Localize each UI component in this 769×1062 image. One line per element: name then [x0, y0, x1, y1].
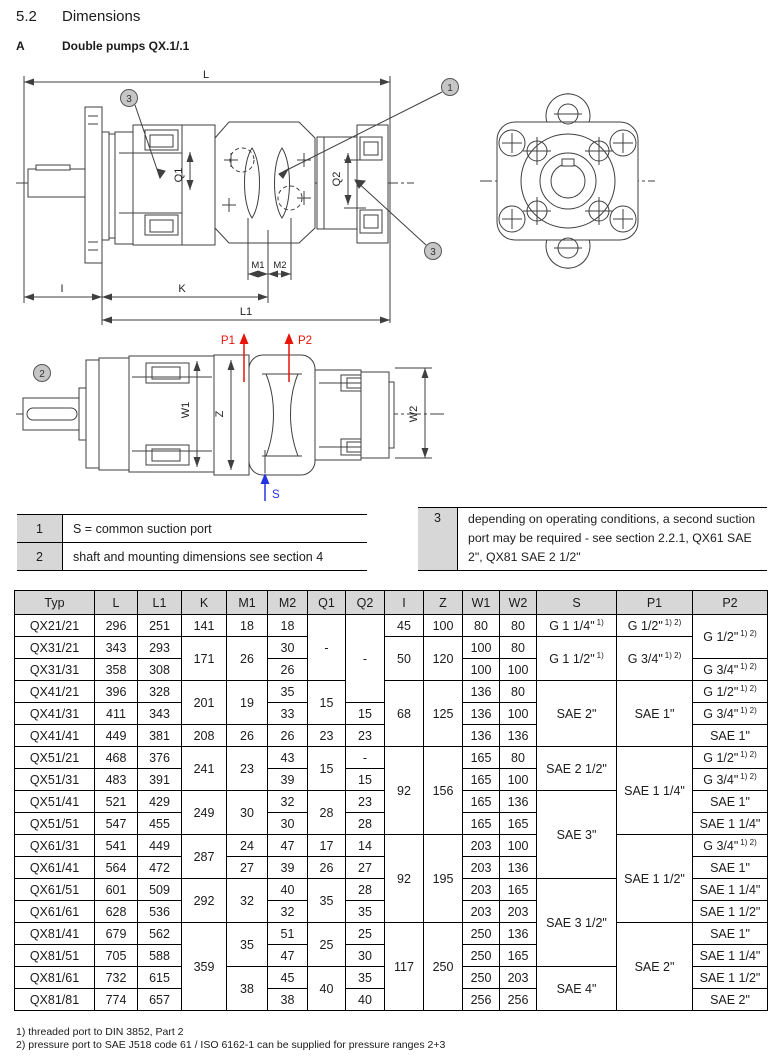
note-number: 1 [17, 515, 63, 542]
value-cell: 47 [268, 835, 308, 857]
callout-3-label: 3 [126, 94, 132, 105]
value-cell: 120 [424, 637, 463, 681]
column-header: M1 [227, 591, 268, 615]
value-cell: G 3/4" $^{1) 2)}$ [693, 703, 768, 725]
value-cell: SAE 1" [693, 923, 768, 945]
value-cell: 165 [500, 879, 537, 901]
subsection-title: Double pumps QX.1/.1 [62, 39, 190, 53]
column-header: W1 [463, 591, 500, 615]
value-cell: 308 [138, 659, 182, 681]
dim-label-Q1: Q1 [173, 167, 185, 183]
value-cell: SAE 3" [537, 791, 617, 879]
dim-label-Q2: Q2 [331, 171, 343, 187]
value-cell: 32 [268, 791, 308, 813]
value-cell: 32 [227, 879, 268, 923]
value-cell: SAE 1 1/4" [617, 747, 693, 835]
footnote-1: 1) threaded port to DIN 3852, Part 2 [16, 1026, 184, 1038]
value-cell: 25 [346, 923, 385, 945]
table-header-row [15, 591, 768, 615]
value-cell: 564 [95, 857, 138, 879]
typ-cell: QX61/61 [15, 901, 95, 923]
subsection-letter: A [16, 39, 25, 53]
table-row [15, 615, 768, 637]
value-cell: 25 [308, 923, 346, 967]
value-cell: 18 [268, 615, 308, 637]
value-cell: 588 [138, 945, 182, 967]
dim-label-W1: W1 [180, 401, 192, 419]
value-cell: 100 [463, 659, 500, 681]
value-cell: 27 [346, 857, 385, 879]
value-cell: 27 [227, 857, 268, 879]
column-header: L1 [138, 591, 182, 615]
value-cell: 23 [346, 725, 385, 747]
column-header: M2 [268, 591, 308, 615]
typ-cell: QX31/21 [15, 637, 95, 659]
value-cell: 203 [500, 967, 537, 989]
value-cell: 483 [95, 769, 138, 791]
value-cell: 472 [138, 857, 182, 879]
callout-3-label: 3 [430, 247, 436, 258]
value-cell: 100 [500, 703, 537, 725]
value-cell: 679 [95, 923, 138, 945]
typ-cell: QX51/31 [15, 769, 95, 791]
value-cell: 521 [95, 791, 138, 813]
value-cell: 241 [182, 747, 227, 791]
pump-side-view-drawing [14, 68, 769, 330]
column-header: S [537, 591, 617, 615]
note-row-2 [17, 543, 367, 571]
value-cell: 547 [95, 813, 138, 835]
value-cell: 35 [268, 681, 308, 703]
value-cell: 30 [268, 813, 308, 835]
value-cell: G 3/4" $^{1) 2)}$ [693, 835, 768, 857]
value-cell: 28 [346, 879, 385, 901]
value-cell: 117 [385, 923, 424, 1011]
value-cell: SAE 2 1/2" [537, 747, 617, 791]
value-cell: 250 [424, 923, 463, 1011]
value-cell: 14 [346, 835, 385, 857]
suction-port [261, 473, 270, 501]
callout-2-label: 2 [39, 369, 45, 380]
table-row [15, 747, 768, 769]
value-cell: 35 [308, 879, 346, 923]
footnote-2: 2) pressure port to SAE J518 code 61 / ISO 6162-1 can be supplied for pressure ranges 2+3 [16, 1039, 446, 1051]
mounting-flange [86, 360, 99, 468]
value-cell: 165 [500, 813, 537, 835]
value-cell: 39 [268, 769, 308, 791]
value-cell: 100 [500, 659, 537, 681]
callout-1-label: 1 [447, 83, 453, 94]
typ-cell: QX61/41 [15, 857, 95, 879]
value-cell: G 3/4" $^{1) 2)}$ [693, 659, 768, 681]
value-cell: 35 [227, 923, 268, 967]
value-cell: G 1 1/4" $^{1)}$ [537, 615, 617, 637]
value-cell: G 3/4" $^{1) 2)}$ [693, 769, 768, 791]
table-row [15, 681, 768, 703]
value-cell: 19 [227, 681, 268, 725]
typ-cell: QX21/21 [15, 615, 95, 637]
pump-body-1 [99, 358, 129, 470]
value-cell: 429 [138, 791, 182, 813]
value-cell: 250 [463, 967, 500, 989]
typ-cell: QX51/51 [15, 813, 95, 835]
value-cell: 251 [138, 615, 182, 637]
column-header: I [385, 591, 424, 615]
value-cell: 26 [227, 637, 268, 681]
value-cell: SAE 1 1/2" [693, 967, 768, 989]
value-cell: 203 [463, 835, 500, 857]
value-cell: 35 [346, 901, 385, 923]
p1-arrow [240, 333, 249, 344]
value-cell: 80 [500, 747, 537, 769]
page-title: Dimensions [62, 8, 141, 25]
value-cell: 141 [182, 615, 227, 637]
dim-label-Z: Z [214, 410, 226, 418]
value-cell: 28 [346, 813, 385, 835]
value-cell: SAE 1" [617, 681, 693, 747]
note-number: 3 [418, 508, 458, 570]
notes-table-left [17, 514, 367, 571]
typ-cell: QX31/31 [15, 659, 95, 681]
value-cell: 18 [227, 615, 268, 637]
value-cell: 165 [463, 813, 500, 835]
value-cell: 165 [463, 769, 500, 791]
value-cell: 536 [138, 901, 182, 923]
value-cell: 509 [138, 879, 182, 901]
value-cell: 33 [268, 703, 308, 725]
value-cell: 203 [500, 901, 537, 923]
keyway [562, 159, 574, 166]
value-cell: G 1/2" $^{1) 2)}$ [693, 615, 768, 659]
value-cell: 615 [138, 967, 182, 989]
value-cell: 391 [138, 769, 182, 791]
value-cell: G 1/2" $^{1) 2)}$ [693, 681, 768, 703]
column-header: Typ [15, 591, 95, 615]
value-cell: SAE 2" [537, 681, 617, 747]
value-cell: 38 [227, 967, 268, 1011]
column-header: P2 [693, 591, 768, 615]
value-cell: 26 [268, 725, 308, 747]
value-cell: 203 [463, 879, 500, 901]
value-cell: 26 [227, 725, 268, 747]
dim-label-M2: M2 [273, 260, 287, 271]
end-cover [361, 372, 389, 458]
dim-label-L1: L1 [239, 306, 253, 318]
value-cell: 208 [182, 725, 227, 747]
pump-body-1 [115, 132, 133, 244]
dim-label-K: K [178, 283, 186, 295]
column-header: Q1 [308, 591, 346, 615]
mounting-flange [85, 107, 102, 263]
column-header: Q2 [346, 591, 385, 615]
value-cell: 136 [463, 703, 500, 725]
shaft-slot [27, 408, 77, 420]
note-row-1 [17, 515, 367, 543]
value-cell: 136 [463, 681, 500, 703]
value-cell: SAE 2" [617, 923, 693, 1011]
value-cell: 358 [95, 659, 138, 681]
value-cell: 249 [182, 791, 227, 835]
value-cell: SAE 2" [693, 989, 768, 1011]
value-cell: 30 [227, 791, 268, 835]
value-cell: 50 [385, 637, 424, 681]
value-cell: 40 [308, 967, 346, 1011]
value-cell: 80 [500, 681, 537, 703]
value-cell: 628 [95, 901, 138, 923]
value-cell: 657 [138, 989, 182, 1011]
value-cell: - [346, 615, 385, 703]
value-cell: 80 [500, 615, 537, 637]
dim-label-W2: W2 [408, 405, 420, 423]
p2-arrow [285, 333, 294, 344]
typ-cell: QX81/41 [15, 923, 95, 945]
section-number: 5.2 [16, 8, 37, 25]
port-label-P2: P2 [298, 335, 313, 347]
value-cell: 705 [95, 945, 138, 967]
value-cell: G 1 1/2" $^{1)}$ [537, 637, 617, 681]
value-cell: 296 [95, 615, 138, 637]
typ-cell: QX41/21 [15, 681, 95, 703]
value-cell: 32 [268, 901, 308, 923]
value-cell: - [346, 747, 385, 769]
value-cell: SAE 1 1/4" [693, 879, 768, 901]
value-cell: 293 [138, 637, 182, 659]
value-cell: 35 [346, 967, 385, 989]
value-cell: 43 [268, 747, 308, 769]
value-cell: 256 [463, 989, 500, 1011]
port-label-P1: P1 [220, 335, 235, 347]
value-cell: 165 [463, 747, 500, 769]
rotor-housing [215, 122, 315, 243]
value-cell: 26 [308, 857, 346, 879]
dim-label-L: L [202, 69, 210, 81]
value-cell: 455 [138, 813, 182, 835]
dimensions-table [14, 590, 768, 1011]
port-label-S: S [272, 489, 280, 501]
value-cell: 24 [227, 835, 268, 857]
note-text: shaft and mounting dimensions see section 4 [73, 549, 324, 564]
value-cell: 449 [95, 725, 138, 747]
value-cell: 562 [138, 923, 182, 945]
flange-pilot-circle [521, 134, 615, 228]
value-cell: 203 [463, 901, 500, 923]
value-cell: 256 [500, 989, 537, 1011]
value-cell: 136 [500, 857, 537, 879]
value-cell: 45 [268, 967, 308, 989]
value-cell: 343 [138, 703, 182, 725]
value-cell: 26 [268, 659, 308, 681]
pump-front-view [480, 93, 655, 269]
note-text: S = common suction port [73, 521, 212, 536]
table-row [15, 835, 768, 857]
value-cell: 732 [95, 967, 138, 989]
table-row [15, 923, 768, 945]
value-cell: 15 [308, 681, 346, 725]
typ-cell: QX51/21 [15, 747, 95, 769]
value-cell: 23 [308, 725, 346, 747]
shaft-key [36, 165, 70, 170]
note-number: 2 [17, 543, 63, 570]
typ-cell: QX81/61 [15, 967, 95, 989]
value-cell: 165 [500, 945, 537, 967]
typ-cell: QX51/41 [15, 791, 95, 813]
value-cell: 203 [463, 857, 500, 879]
table-body [15, 615, 768, 1011]
value-cell: 774 [95, 989, 138, 1011]
value-cell: 396 [95, 681, 138, 703]
value-cell: 30 [346, 945, 385, 967]
callout-1 [442, 79, 459, 96]
typ-cell: QX81/51 [15, 945, 95, 967]
value-cell: SAE 1 1/4" [693, 945, 768, 967]
column-header: P1 [617, 591, 693, 615]
value-cell: 80 [500, 637, 537, 659]
value-cell: SAE 3 1/2" [537, 879, 617, 967]
value-cell: 100 [463, 637, 500, 659]
value-cell: 100 [500, 769, 537, 791]
value-cell: 541 [95, 835, 138, 857]
value-cell: 292 [182, 879, 227, 923]
value-cell: 68 [385, 681, 424, 747]
value-cell: 250 [463, 945, 500, 967]
value-cell: 15 [346, 769, 385, 791]
value-cell: 47 [268, 945, 308, 967]
value-cell: SAE 1 1/4" [693, 813, 768, 835]
typ-cell: QX61/51 [15, 879, 95, 901]
callout-3-bottom [425, 243, 442, 260]
value-cell: 601 [95, 879, 138, 901]
value-cell: 156 [424, 747, 463, 835]
typ-cell: QX41/31 [15, 703, 95, 725]
value-cell: SAE 1 1/2" [693, 901, 768, 923]
value-cell: 136 [463, 725, 500, 747]
pump-top-view-drawing [14, 330, 769, 510]
value-cell: 40 [346, 989, 385, 1011]
value-cell: G 1/2" $^{1) 2)}$ [617, 615, 693, 637]
table-row [15, 637, 768, 659]
value-cell: 195 [424, 835, 463, 923]
value-cell: 411 [95, 703, 138, 725]
value-cell: 17 [308, 835, 346, 857]
value-cell: 287 [182, 835, 227, 879]
value-cell: - [308, 615, 346, 681]
column-header: L [95, 591, 138, 615]
typ-cell: QX61/31 [15, 835, 95, 857]
typ-cell: QX41/41 [15, 725, 95, 747]
value-cell: 38 [268, 989, 308, 1011]
value-cell: SAE 1" [693, 725, 768, 747]
value-cell: 39 [268, 857, 308, 879]
value-cell: 449 [138, 835, 182, 857]
callout-2 [34, 365, 51, 382]
rotor-housing [249, 355, 315, 475]
value-cell: 15 [346, 703, 385, 725]
value-cell: 381 [138, 725, 182, 747]
value-cell: 30 [268, 637, 308, 659]
value-cell: 23 [227, 747, 268, 791]
value-cell: 136 [500, 725, 537, 747]
value-cell: SAE 1" [693, 791, 768, 813]
column-header: W2 [500, 591, 537, 615]
value-cell: 100 [500, 835, 537, 857]
value-cell: 40 [268, 879, 308, 901]
value-cell: 51 [268, 923, 308, 945]
dim-label-M1: M1 [251, 260, 265, 271]
column-header: Z [424, 591, 463, 615]
value-cell: 343 [95, 637, 138, 659]
value-cell: 136 [500, 923, 537, 945]
value-cell: 165 [463, 791, 500, 813]
value-cell: SAE 4" [537, 967, 617, 1011]
value-cell: 23 [346, 791, 385, 813]
value-cell: 80 [463, 615, 500, 637]
note-text: depending on operating conditions, a second suction port may be required - see section 2.2.1, QX61 SAE 2", QX81 SAE 2 1/2" [468, 512, 756, 564]
value-cell: 28 [308, 791, 346, 835]
value-cell: 136 [500, 791, 537, 813]
value-cell: 468 [95, 747, 138, 769]
value-cell: 100 [424, 615, 463, 637]
value-cell: 125 [424, 681, 463, 747]
value-cell: 376 [138, 747, 182, 769]
value-cell: 359 [182, 923, 227, 1011]
value-cell: SAE 1" [693, 857, 768, 879]
dim-label-I: I [60, 283, 64, 295]
bearing-block [182, 125, 215, 245]
value-cell: 328 [138, 681, 182, 703]
typ-cell: QX81/81 [15, 989, 95, 1011]
value-cell: 92 [385, 747, 424, 835]
column-header: K [182, 591, 227, 615]
value-cell: 250 [463, 923, 500, 945]
shaft [28, 169, 85, 197]
value-cell: 201 [182, 681, 227, 725]
callout-3-top [121, 90, 138, 107]
value-cell: 92 [385, 835, 424, 923]
value-cell: G 1/2" $^{1) 2)}$ [693, 747, 768, 769]
value-cell: 171 [182, 637, 227, 681]
notes-table-right [418, 507, 767, 571]
value-cell: 15 [308, 747, 346, 791]
value-cell: 45 [385, 615, 424, 637]
value-cell: SAE 1 1/2" [617, 835, 693, 923]
value-cell: G 3/4" $^{1) 2)}$ [617, 637, 693, 681]
